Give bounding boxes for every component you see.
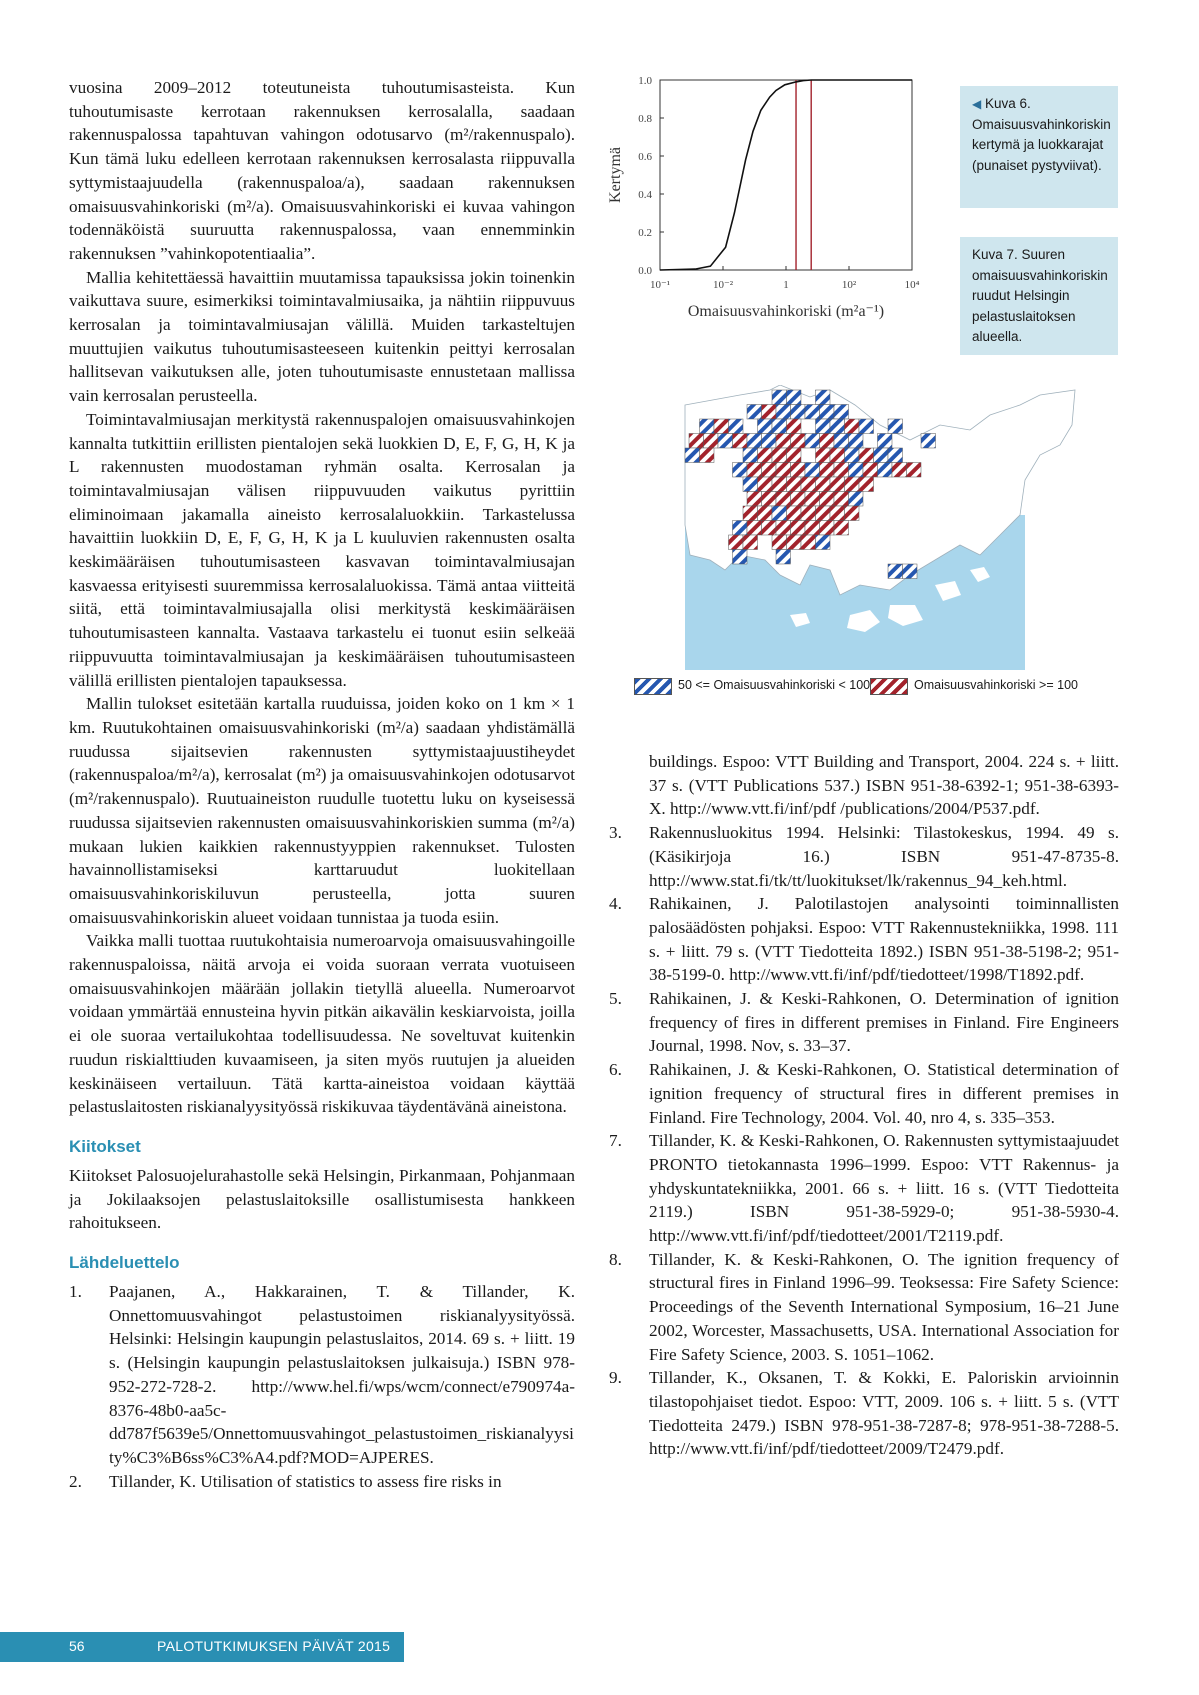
reference-item (609, 821, 1119, 892)
map-cell-medium-risk (830, 419, 845, 434)
map-cell-high-risk (830, 506, 845, 521)
y-tick-label: 0.8 (638, 113, 652, 125)
map-cell-medium-risk (888, 419, 903, 434)
y-axis-label: Kertymä (607, 147, 624, 203)
map-cell-high-risk (743, 506, 758, 521)
map-cell-medium-risk (776, 550, 791, 565)
reference-item (609, 987, 1119, 1058)
map-cell-medium-risk (849, 463, 864, 478)
map-cell-medium-risk (845, 448, 860, 463)
map-cell-high-risk (729, 535, 744, 550)
map-cell-medium-risk (772, 390, 787, 405)
y-tick-label: 0.6 (638, 151, 652, 163)
map-cell-high-risk (845, 506, 860, 521)
map-cell-medium-risk (859, 419, 874, 434)
x-tick-label: 10⁻¹ (649, 279, 671, 291)
reference-text: Tillander, K. Utilisation of statistics to assess fire risks in (109, 1471, 502, 1491)
map-cell-medium-risk (787, 390, 802, 405)
map-cell-medium-risk (878, 463, 893, 478)
reference-item (609, 1366, 1119, 1461)
map-cell-high-risk (747, 492, 762, 507)
map-cell-high-risk (747, 463, 762, 478)
reference-item (609, 1058, 1119, 1129)
map-cell-high-risk (892, 463, 907, 478)
reference-text: Tillander, K., Oksanen, T. & Kokki, E. Paloriskin arvioinnin tilastopohjaiset tiedot. Espoo: VTT, 2009. 106 s. + liitt. 5 s. (VTT Tiedotteita 2479.) ISBN 978-951-38-7287-8; 978-951-38-7288-5. http://www.vtt.fi/inf/pdf/tiedotteet/2009/T2479.pdf. (649, 1368, 1119, 1459)
cdf-line (660, 80, 912, 270)
body-paragraph: vuosina 2009–2012 toteutuneista tuhoutumisasteista. Kun tuhoutumisaste kerrotaan rakennuksen kerrosalalla, saadaan rakennuspalossa tapahtuvan vahingon odotusarvo (m²/rakennuspalo). Kun tämä luku edelleen kerrotaan rakennuksen kerrosalasta riippuvalla syttymistaajuudella (rakennuspaloa/a), saadaan rakennuksen omaisuusvahinkoriski (m²/a). Omaisuusvahinkoriski ei kuvaa vahingon todennäköistä suuruutta rakennuspalossa, vaan ennemminkin rakennuksen ”vahinkopotentiaalia”. (69, 78, 575, 263)
map-cell-high-risk (762, 463, 777, 478)
reference-item (69, 1470, 575, 1494)
map-cell-medium-risk (888, 564, 903, 579)
legend-label-blue: 50 <= Omaisuusvahinkoriski < 100 (678, 678, 871, 692)
map-cell-high-risk (758, 506, 773, 521)
body-paragraph: Vaikka malli tuottaa ruutukohtaisia numeroarvoja omaisuusvahingoille rakennuspaloissa, näitä arvoja ei voida suoraan verrata vuotuiseen omaisuusvahinkojen määrään jollakin tietyllä alueella. Numeroarvot voidaan ymmärtää ennusteina hyvin pitkän aikavälin keskiarvoista, joilla ei ole suoraa vertailukohtaa todellisuudessa. Ne soveltuvat kuitenkin ruudun riskialttiuden kuvaamiseen, ja siten myös ruutujen ja alueiden keskinäiseen vertailuun. Tätä kartta-aineistoa voidaan käyttää pelastuslaitosten riskianalyysityössä riskikuvaa täydentävänä aineistona. (69, 931, 575, 1117)
map-cell-high-risk (907, 463, 922, 478)
y-tick-label: 0.4 (638, 189, 652, 201)
map-cell-high-risk (762, 492, 777, 507)
map-cell-high-risk (834, 463, 849, 478)
map-cell-medium-risk (834, 405, 849, 420)
risk-map (680, 385, 1080, 670)
reference-number: 7. (609, 1131, 622, 1151)
map-cell-high-risk (700, 448, 715, 463)
reference-number (609, 750, 649, 821)
map-cell-medium-risk (772, 506, 787, 521)
triangle-left-icon: ◀ (972, 97, 982, 111)
map-cell-high-risk (787, 448, 802, 463)
map-cell-medium-risk (816, 419, 831, 434)
ack-text: Kiitokset Palosuojelurahastolle sekä Helsingin, Pirkanmaan, Pohjanmaan ja Jokilaaksojen pelastuslaitoksille osallistumisesta hankkeen rahoitukseen. (69, 1165, 575, 1233)
map-cell-high-risk (816, 448, 831, 463)
right-column (609, 750, 1119, 1461)
plot-frame (660, 80, 912, 270)
reference-number: 2. (69, 1471, 82, 1491)
map-cell-high-risk (791, 521, 806, 536)
map-cell-high-risk (776, 463, 791, 478)
map-cell-medium-risk (805, 405, 820, 420)
reference-number: 9. (609, 1368, 622, 1388)
map-cell-medium-risk (805, 463, 820, 478)
reference-text: Tillander, K. & Keski-Rahkonen, O. Rakennusten syttymistaajuudet PRONTO tietokannasta 1996–1999. Espoo: VTT Rakennus- ja yhdyskuntatekniikka, 2001. 66 s. + liitt. 16 s. (VTT Tiedotteita 2119.) ISBN 951-38-5929-0; 951-38-5930-4. http://www.vtt.fi/inf/pdf/tiedotteet/2001/T2119.pdf. (649, 1131, 1119, 1246)
reference-text: Rahikainen, J. Palotilastojen analysointi toiminnallisten palosäädösten pohjaksi. Espoo: VTT Rakennustekniikka, 1998. 111 s. + liitt. 79 s. (VTT Tiedotteita 1892.) ISBN 951-38-5198-2; 951-38-5199-0. http://www.vtt.fi/inf/pdf/tiedotteet/1998/T1892.pdf. (649, 894, 1119, 985)
map-legend (634, 676, 1084, 698)
reference-item (609, 1248, 1119, 1367)
map-cell-high-risk (704, 434, 719, 449)
reference-number: 4. (609, 894, 622, 914)
map-cell-high-risk (776, 434, 791, 449)
map-cell-high-risk (820, 521, 835, 536)
legend-swatch-blue (634, 678, 672, 695)
body-paragraph: Mallin tulokset esitetään kartalla ruuduissa, joiden koko on 1 km × 1 km. Ruutukohtainen omaisuusvahinkoriski (m²/a) saadaan yhdistämällä ruudussa sijaitsevien rakennusten syttymistaajuustiheydet (rakennuspaloa/m²/a), kerrosalat (m²) ja omaisuusvahinkojen odotusarvot (m²/rakennuspalo). Ruutuaineiston ruudulle tuotettu luku on kyseisessä ruudussa sijaitsevien rakennusten omaisuusvahinkoriskien summa (m²/a) mukaan lukien kaikkien rakennustyyppien rakennukset. Tulosten havainnollistamiseksi karttaruudut luokitellaan omaisuusvahinkoriskiluvun perusteella, jotta suuren omaisuusvahinkoriskin alueet voidaan tunnistaa ja tuoda esiin. (69, 694, 575, 927)
map-cell-high-risk (845, 419, 860, 434)
y-tick-label: 1.0 (638, 76, 652, 87)
reference-text: Rakennusluokitus 1994. Helsinki: Tilastokeskus, 1994. 49 s. (Käsikirjoja 16.) ISBN 951-47-8735-8. http://www.stat.fi/tk/tt/luokitukset/lk/rakennus_94_keh.html. (649, 823, 1119, 890)
map-cell-high-risk (816, 506, 831, 521)
map-cell-medium-risk (820, 405, 835, 420)
publication-title: PALOTUTKIMUKSEN PÄIVÄT 2015 (157, 1638, 391, 1654)
body-paragraph: Mallia kehitettäessä havaittiin muutamissa tapauksissa jokin toinenkin vaikuttava suure, esimerkiksi toimintavalmiusaika, ja nähtiin riippuvuus kerrosalan ja toimintavalmiusajan välillä. Muiden tarkasteltujen muuttujien vaikutus tuhoutumisasteeseen kuitenkin peittyi kerrosalan hallitsevan vaikutuksen alle, joten tuhoutumisaste ennustetaan mallissa vain kerrosalan perusteella. (69, 267, 575, 406)
map-cell-medium-risk (729, 419, 744, 434)
reference-number: 5. (609, 989, 622, 1009)
map-cell-high-risk (747, 521, 762, 536)
map-cell-medium-risk (733, 521, 748, 536)
map-cell-medium-risk (834, 434, 849, 449)
map-cell-medium-risk (776, 405, 791, 420)
map-cell-high-risk (859, 477, 874, 492)
reference-text: Tillander, K. & Keski-Rahkonen, O. The ignition frequency of structural fires in Finland 1996–99. Teoksessa: Fire Safety Science: Proceedings of the Seventh International Symposium, 16–21 June 2002, Worcester, Massachusetts, USA. International Association for Fire Safety Science, 2003. S. 1051–1062. (649, 1249, 1119, 1364)
map-cell-medium-risk (921, 434, 936, 449)
legend-swatch-red (870, 678, 908, 695)
map-cell-high-risk (772, 535, 787, 550)
map-cell-medium-risk (772, 419, 787, 434)
map-cell-high-risk (830, 477, 845, 492)
x-tick-label: 10⁻² (712, 279, 734, 291)
reference-number: 3. (609, 823, 622, 843)
map-cell-high-risk (805, 492, 820, 507)
map-cell-medium-risk (733, 550, 748, 565)
page-number: 56 (69, 1638, 85, 1654)
x-tick-label: 10⁴ (904, 279, 920, 291)
map-cell-high-risk (845, 477, 860, 492)
x-tick-label: 1 (783, 279, 789, 291)
reference-number: 6. (609, 1060, 622, 1080)
reference-text: buildings. Espoo: VTT Building and Transport, 2004. 224 s. + liitt. 37 s. (VTT Publications 537.) ISBN 951-38-6392-1; 951-38-6393-X. http://www.vtt.fi/inf/pdf /publications/2004/P537.pdf. (649, 752, 1119, 819)
map-cell-high-risk (801, 477, 816, 492)
figure-7-caption (960, 237, 1118, 355)
map-cell-high-risk (787, 506, 802, 521)
map-cell-high-risk (762, 521, 777, 536)
y-tick-label: 0.2 (638, 227, 652, 239)
reference-item (609, 892, 1119, 987)
map-cell-medium-risk (791, 405, 806, 420)
map-cell-high-risk (820, 463, 835, 478)
map-cell-high-risk (791, 463, 806, 478)
reference-list (609, 750, 1119, 1461)
map-cell-high-risk (776, 521, 791, 536)
map-cell-medium-risk (762, 434, 777, 449)
map-cell-medium-risk (878, 434, 893, 449)
legend-label-red: Omaisuusvahinkoriski >= 100 (914, 678, 1078, 692)
map-cell-high-risk (801, 535, 816, 550)
ack-heading: Kiitokset (69, 1136, 141, 1156)
x-axis-label: Omaisuusvahinkoriski (m²a⁻¹) (687, 303, 885, 320)
map-cell-medium-risk (816, 390, 831, 405)
map-cell-high-risk (758, 477, 773, 492)
map-cell-medium-risk (718, 434, 733, 449)
map-cell-medium-risk (743, 448, 758, 463)
figure-6-caption (960, 86, 1118, 208)
map-cell-high-risk (816, 477, 831, 492)
map-cell-medium-risk (874, 448, 889, 463)
reference-item (69, 1280, 575, 1470)
reference-number: 1. (69, 1282, 82, 1302)
reference-text: Paajanen, A., Hakkarainen, T. & Tillander, K. Onnettomuusvahingot pelastustoimen riskianalyysityössä. Helsinki: Helsingin kaupungin pelastuslaitos, 2014. 69 s. + liitt. 19 s. (Helsingin kaupungin pelastuslaitoksen julkaisuja.) ISBN 978-952-272-728-2. http://www.hel.fi/wps/wcm/connect/e790974a-8376-48b0-aa5c-dd787f5639e5/Onnettomuusvahingot_pelastustoimen_riskianalyysity%C3%B6ss%C3%A4.pdf?MOD=AJPERES. (109, 1282, 575, 1467)
left-column (69, 76, 575, 1493)
x-tick-label: 10² (841, 279, 857, 291)
map-cell-medium-risk (816, 535, 831, 550)
map-cell-medium-risk (747, 434, 762, 449)
map-cell-high-risk (791, 492, 806, 507)
reference-number: 8. (609, 1249, 622, 1269)
map-cell-high-risk (859, 448, 874, 463)
reference-text: Rahikainen, J. & Keski-Rahkonen, O. Determination of ignition frequency of fires in different premises in Finland. Fire Engineers Journal, 1998. Nov, s. 33–37. (649, 989, 1119, 1056)
reference-item (609, 1129, 1119, 1248)
figure-6-caption-text: Kuva 6. Omaisuusvahinkoriskin kertymä ja luokkarajat (punaiset pystyviivat). (972, 96, 1111, 173)
map-cell-high-risk (733, 434, 748, 449)
map-cell-medium-risk (733, 463, 748, 478)
map-cell-high-risk (787, 477, 802, 492)
map-cell-high-risk (772, 448, 787, 463)
reference-text: Rahikainen, J. & Keski-Rahkonen, O. Statistical determination of ignition frequency of structural fires in different premises in Finland. Fire Technology, 2004. Vol. 40, nro 4, s. 335–353. (649, 1060, 1119, 1127)
map-cell-high-risk (758, 448, 773, 463)
map-cell-high-risk (787, 535, 802, 550)
map-cell-medium-risk (685, 448, 700, 463)
map-cell-high-risk (787, 419, 802, 434)
map-cell-medium-risk (747, 405, 762, 420)
map-cell-high-risk (689, 434, 704, 449)
map-cell-high-risk (714, 419, 729, 434)
map-cell-high-risk (820, 434, 835, 449)
reference-list (69, 1280, 575, 1493)
refs-heading: Lähdeluettelo (69, 1253, 180, 1273)
map-cell-medium-risk (805, 434, 820, 449)
map-cell-medium-risk (743, 477, 758, 492)
map-cell-medium-risk (758, 419, 773, 434)
body-paragraph: Toimintavalmiusajan merkitystä rakennuspalojen omaisuusvahinkojen kannalta tutkittiin erillisten pientalojen sekä luokkien D, E, F, G, H, K ja L rakennusten muodostaman ryhmän osalta. Kerrosalan ja toimintavalmiusajan välisen riippuvuuden vaikutus pyrittiin eliminoimaan jakamalla aineisto kerrosalaluokkiin. Tarkastelussa havaittiin luokkiin D, E, F, G, H, K ja L kuuluvien rakennusten osalta keskimääräisen tuhoutumisasteen kasvavan toimintavalmiusajan kasvaessa erityisesti suuremmissa kerrosalaluokissa. Tämä antaa viitteitä siitä, että toimintavalmiusajalla olisi merkitystä keskimääräisen tuhoutumisasteen kannalta. Vastaava tarkastelu ei tuonut esiin selkeää riippuvuutta toimintavalmiusajan ja keskimääräisen tuhoutumisasteen välillä erillisten pientalojen tapauksessa. (69, 409, 575, 690)
map-cell-high-risk (801, 506, 816, 521)
map-cell-medium-risk (849, 434, 864, 449)
map-cell-high-risk (820, 492, 835, 507)
map-cell-high-risk (776, 492, 791, 507)
map-cell-medium-risk (700, 419, 715, 434)
map-cell-high-risk (762, 405, 777, 420)
map-cell-high-risk (834, 492, 849, 507)
map-cell-high-risk (743, 535, 758, 550)
cdf-chart (600, 76, 952, 352)
map-cell-high-risk (834, 521, 849, 536)
map-cell-medium-risk (849, 492, 864, 507)
figure-7-caption-text: Kuva 7. Suuren omaisuusvahinkoriskin ruudut Helsingin pelastuslaitoksen alueella. (972, 247, 1108, 344)
map-cell-high-risk (830, 448, 845, 463)
map-cell-high-risk (863, 463, 878, 478)
map-cell-high-risk (805, 521, 820, 536)
map-cell-medium-risk (888, 448, 903, 463)
map-cell-high-risk (772, 477, 787, 492)
map-cell-medium-risk (903, 564, 918, 579)
y-tick-label: 0.0 (638, 265, 652, 277)
reference-item (650, 750, 1119, 821)
map-cell-high-risk (791, 434, 806, 449)
